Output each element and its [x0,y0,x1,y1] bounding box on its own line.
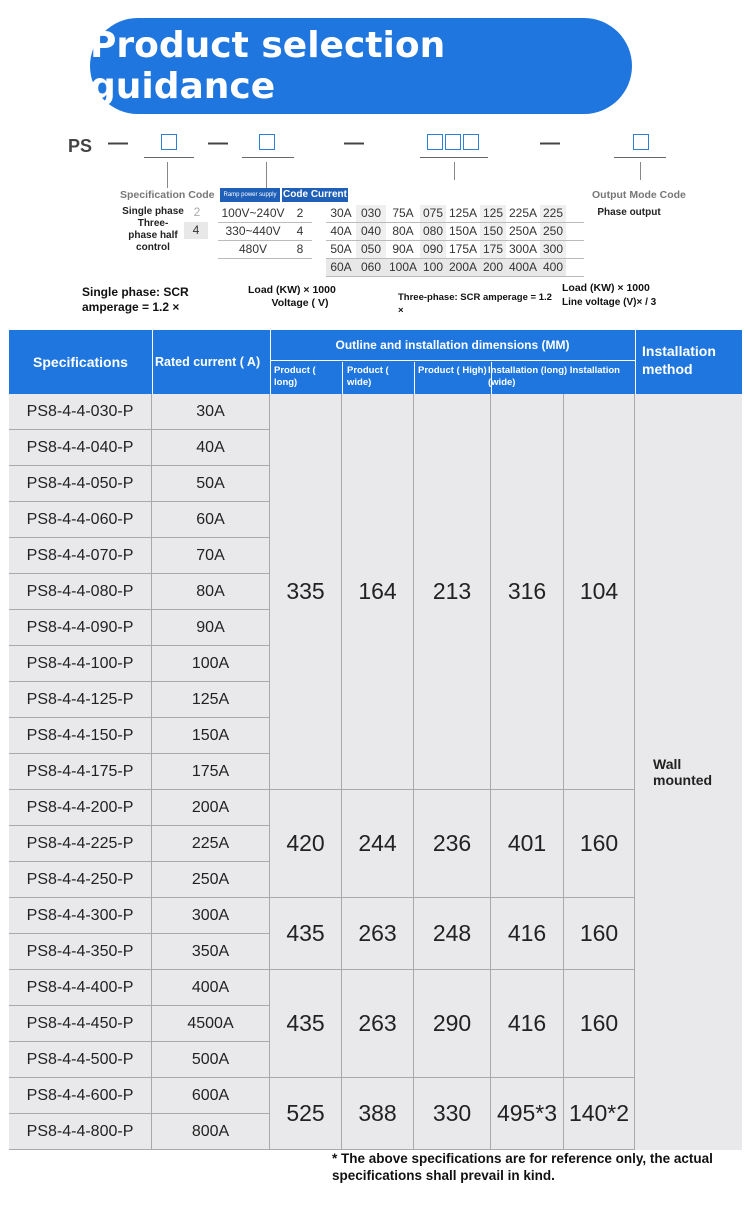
current-value: 30A [330,206,352,220]
dimension-value: 388 [342,1078,414,1150]
header-divider [342,362,343,394]
current-value: 175A [448,242,478,256]
spec-model: PS8-4-4-100-P [9,646,152,682]
current-code: 175 [480,241,506,258]
rated-current: 70A [152,538,270,574]
code-underline-4 [614,157,666,158]
spec-model: PS8-4-4-200-P [9,790,152,826]
dimension-value: 263 [342,970,414,1078]
current-code-row [326,223,584,241]
installation-method-value [635,394,742,1150]
spec-model: PS8-4-4-090-P [9,610,152,646]
phase-single-label: Single phase [122,206,184,217]
current-code: 400 [540,259,566,276]
formula-single-left: Single phase: SCR amperage = 1.2 × [82,285,189,314]
current-value: 125A [448,206,478,220]
current-code: 075 [420,205,446,222]
spec-model: PS8-4-4-070-P [9,538,152,574]
dimension-value: 316 [491,394,564,790]
rated-current: 40A [152,430,270,466]
header-divider [152,330,153,394]
rated-current: 200A [152,790,270,826]
code-underline-1 [144,157,194,158]
rated-current: 600A [152,1078,270,1114]
header-installation-dims: Installation (long) Installation (wide) [488,365,620,388]
formula-single-den: Voltage ( V) [271,297,329,309]
rated-current: 80A [152,574,270,610]
formula-three-left: Three-phase: SCR amperage = 1.2 × [398,292,552,316]
dimension-value: 104 [564,394,635,790]
ramp-label: Ramp power supply [220,188,280,202]
dimension-value: 236 [414,790,491,898]
rated-current: 300A [152,898,270,934]
code-box-1 [160,134,178,155]
header-divider [270,360,636,361]
voltage-value: 480V [238,242,268,256]
current-value: 80A [392,224,414,238]
current-value: 400A [506,259,540,276]
dimension-value: 401 [491,790,564,898]
spec-model: PS8-4-4-060-P [9,502,152,538]
current-value: 90A [392,242,414,256]
current-value: 200A [446,259,480,276]
spec-code-label: Specification Code [120,189,215,201]
spec-model: PS8-4-4-300-P [9,898,152,934]
code-dash-3: — [344,132,364,154]
rated-current: 500A [152,1042,270,1078]
header-product-long: Product ( long) [274,365,316,388]
dimension-value: 290 [414,970,491,1078]
rated-current: 4500A [152,1006,270,1042]
voltage-row [218,223,312,241]
code-box-2 [258,134,276,155]
dimension-value: 263 [342,898,414,970]
current-value: 300A [508,242,538,256]
current-code-row [326,205,584,223]
dimension-value: 213 [414,394,491,790]
header-divider [635,330,636,394]
dimension-value: 335 [270,394,342,790]
dimension-value: 164 [342,394,414,790]
code-connector-4 [640,162,641,180]
dimension-value: 160 [564,898,635,970]
header-product-high: Product ( High) [418,365,487,376]
header-specifications: Specifications [33,354,128,370]
voltage-row [218,241,312,259]
voltage-row [218,205,312,223]
spec-model: PS8-4-4-500-P [9,1042,152,1078]
current-value: 50A [330,242,352,256]
current-code: 030 [356,205,386,222]
header-rated-current: Rated current ( A) [155,355,261,369]
spec-model: PS8-4-4-350-P [9,934,152,970]
code-box-4 [632,134,650,155]
rated-current: 60A [152,502,270,538]
spec-model: PS8-4-4-030-P [9,394,152,430]
rated-current: 800A [152,1114,270,1150]
dimension-value: 495*3 [491,1078,564,1150]
current-code: 250 [540,223,566,240]
code-box-3 [426,134,480,155]
dimension-value: 416 [491,898,564,970]
current-value: 40A [330,224,352,238]
spec-model: PS8-4-4-040-P [9,430,152,466]
formula-three-num: Load (KW) × 1000 [562,282,650,294]
current-value: 250A [508,224,538,238]
current-code: 225 [540,205,566,222]
voltage-code: 4 [296,224,304,238]
installation-method-text: Wall mounted [653,756,713,788]
current-code: 040 [356,223,386,240]
spec-model: PS8-4-4-175-P [9,754,152,790]
dimension-value: 244 [342,790,414,898]
current-code-row [326,241,584,259]
dimension-value: 435 [270,970,342,1078]
current-code: 125 [480,205,506,222]
dimension-value: 160 [564,790,635,898]
rated-current: 90A [152,610,270,646]
rated-current: 100A [152,646,270,682]
header-product-wide: Product ( wide) [347,365,389,388]
formula-three-den: Line voltage (V)× / 3 [562,297,657,308]
current-code: 060 [356,259,386,276]
code-prefix: PS [68,136,93,156]
rated-current: 150A [152,718,270,754]
dimension-value: 248 [414,898,491,970]
current-value: 60A [326,259,356,276]
current-code: 050 [356,241,386,258]
code-dash-1: — [108,132,128,154]
rated-current: 225A [152,826,270,862]
header-dimensions: Outline and installation dimensions (MM) [335,338,570,352]
dimension-value: 416 [491,970,564,1078]
dimension-value: 140*2 [564,1078,635,1150]
dimension-value: 525 [270,1078,342,1150]
header-installation-method: Installation method [642,343,716,377]
code-dash-2: — [208,132,228,154]
phase-code-three: 4 [184,222,208,239]
rated-current: 400A [152,970,270,1006]
spec-model: PS8-4-4-800-P [9,1114,152,1150]
code-underline-2 [242,157,294,158]
spec-model: PS8-4-4-450-P [9,1006,152,1042]
rated-current: 50A [152,466,270,502]
code-connector-3 [454,162,455,180]
current-code-label: Code Current [283,189,347,200]
formula-single-num: Load (KW) × 1000 [248,284,336,296]
current-code: 150 [480,223,506,240]
current-value: 75A [392,206,414,220]
voltage-value: 330~440V [225,224,281,238]
current-value: 150A [448,224,478,238]
code-underline-3 [420,157,488,158]
page-title: Product selection guidance [90,18,632,114]
rated-current: 250A [152,862,270,898]
spec-model: PS8-4-4-600-P [9,1078,152,1114]
voltage-code: 8 [296,242,304,256]
current-code: 300 [540,241,566,258]
dimension-value: 330 [414,1078,491,1150]
rated-current: 30A [152,394,270,430]
spec-model: PS8-4-4-080-P [9,574,152,610]
code-dash-4: — [540,132,560,154]
voltage-value: 100V~240V [221,206,285,220]
spec-model: PS8-4-4-400-P [9,970,152,1006]
spec-model: PS8-4-4-150-P [9,718,152,754]
output-mode-label: Phase output [597,207,661,218]
header-divider [414,362,415,394]
dimension-value: 420 [270,790,342,898]
current-value: 225A [508,206,538,220]
current-code: 100 [420,259,446,276]
dimension-value: 160 [564,970,635,1078]
spec-model: PS8-4-4-250-P [9,862,152,898]
spec-model: PS8-4-4-225-P [9,826,152,862]
rated-current: 350A [152,934,270,970]
current-value: 100A [386,259,420,276]
current-code: 090 [420,241,446,258]
current-code-row [326,259,584,277]
current-code-table [326,205,584,277]
code-connector-2 [266,162,267,188]
voltage-table [218,205,312,259]
spec-model: PS8-4-4-125-P [9,682,152,718]
footnote: * The above specifications are for reference only, the actual specifications shall prevail in kind. [332,1151,713,1183]
phase-three-label: Three-phase half control [128,218,178,253]
current-code: 200 [480,259,506,276]
output-code-label: Output Mode Code [592,189,686,201]
spec-model: PS8-4-4-050-P [9,466,152,502]
rated-current: 175A [152,754,270,790]
voltage-code: 2 [296,206,304,220]
current-code: 080 [420,223,446,240]
rated-current: 125A [152,682,270,718]
phase-code-single: 2 [193,205,201,219]
dimension-value: 435 [270,898,342,970]
code-connector-1 [167,162,168,188]
